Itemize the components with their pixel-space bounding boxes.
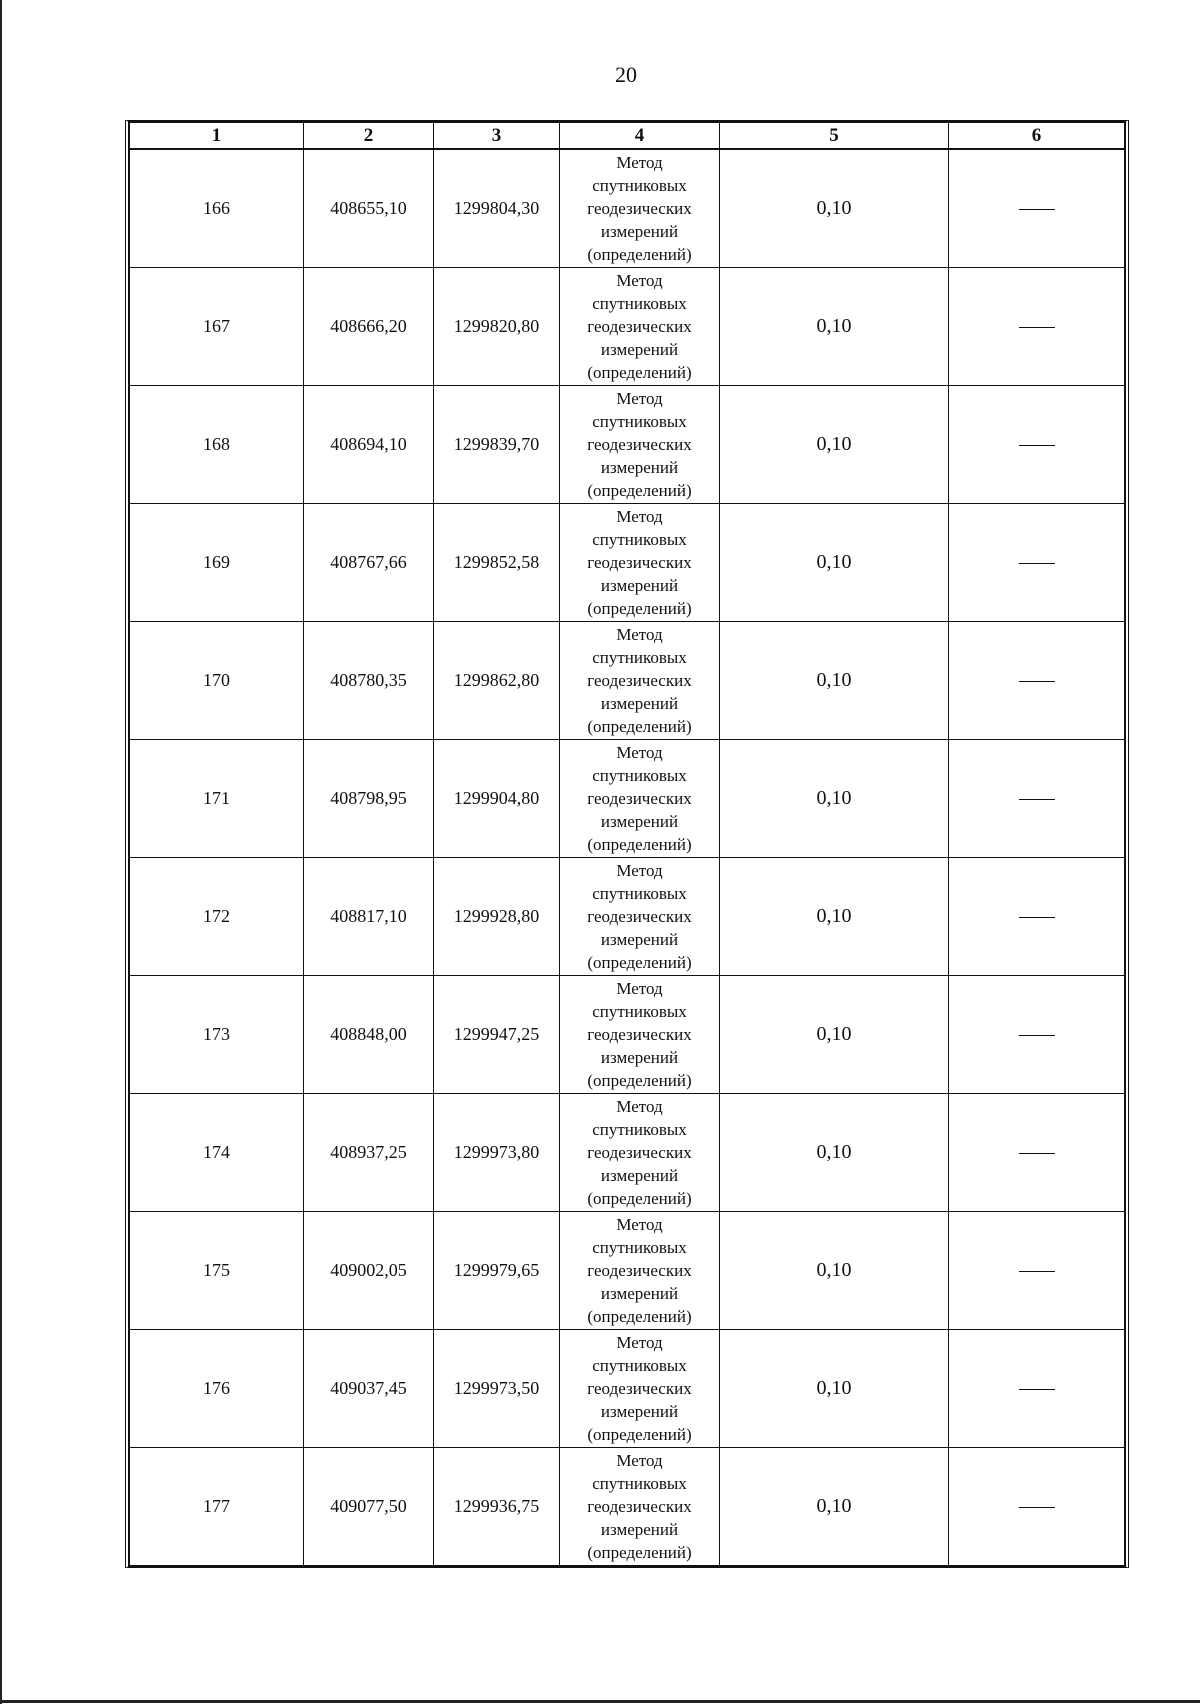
note-cell xyxy=(949,1448,1125,1566)
y-coordinate-cell: 1299928,80 xyxy=(434,858,560,976)
coordinates-table xyxy=(129,122,1125,1566)
method-cell xyxy=(560,1094,720,1212)
note-cell xyxy=(949,1330,1125,1448)
note-cell xyxy=(949,386,1125,504)
note-cell xyxy=(949,504,1125,622)
method-line: измерений xyxy=(600,1048,679,1067)
method-cell xyxy=(560,1330,720,1448)
y-coordinate-cell: 1299947,25 xyxy=(434,976,560,1094)
table-body xyxy=(130,149,1125,1566)
method-line: спутниковых xyxy=(592,884,687,903)
method-line: (определений) xyxy=(587,1543,692,1562)
y-coordinate-cell: 1299979,65 xyxy=(434,1212,560,1330)
point-number-cell: 166 xyxy=(130,149,304,268)
y-coordinate-cell: 1299904,80 xyxy=(434,740,560,858)
method-line: Метод xyxy=(616,1215,663,1234)
method-line: спутниковых xyxy=(592,530,687,549)
table-row xyxy=(130,622,1125,740)
page-number: 20 xyxy=(615,62,637,87)
x-coordinate-cell: 408848,00 xyxy=(304,976,434,1094)
method-line: (определений) xyxy=(587,481,692,500)
method-line: Метод xyxy=(616,1333,663,1352)
method-cell xyxy=(560,740,720,858)
point-number-cell: 172 xyxy=(130,858,304,976)
x-coordinate-cell: 408655,10 xyxy=(304,149,434,268)
method-line: геодезических xyxy=(587,671,692,690)
method-line: Метод xyxy=(616,625,663,644)
accuracy-cell: 0,10 xyxy=(720,740,949,858)
x-coordinate-cell: 408798,95 xyxy=(304,740,434,858)
method-line: (определений) xyxy=(587,363,692,382)
table-row xyxy=(130,976,1125,1094)
table-row xyxy=(130,504,1125,622)
note-cell xyxy=(949,149,1125,268)
point-number-cell: 177 xyxy=(130,1448,304,1566)
x-coordinate-cell: 408666,20 xyxy=(304,268,434,386)
point-number-cell: 173 xyxy=(130,976,304,1094)
method-line: спутниковых xyxy=(592,1474,687,1493)
method-line: измерений xyxy=(600,1520,679,1539)
x-coordinate-cell: 409002,05 xyxy=(304,1212,434,1330)
table-row xyxy=(130,858,1125,976)
method-line: измерений xyxy=(600,458,679,477)
method-line: (определений) xyxy=(587,599,692,618)
method-line: спутниковых xyxy=(592,176,687,195)
method-line: спутниковых xyxy=(592,294,687,313)
method-line: геодезических xyxy=(587,553,692,572)
point-number-cell: 169 xyxy=(130,504,304,622)
method-line: (определений) xyxy=(587,953,692,972)
column-header-6: 6 xyxy=(949,123,1125,150)
accuracy-cell: 0,10 xyxy=(720,1094,949,1212)
y-coordinate-cell: 1299852,58 xyxy=(434,504,560,622)
column-header-4: 4 xyxy=(560,123,720,150)
x-coordinate-cell: 409077,50 xyxy=(304,1448,434,1566)
method-cell xyxy=(560,386,720,504)
method-cell xyxy=(560,1448,720,1566)
point-number-cell: 168 xyxy=(130,386,304,504)
accuracy-cell: 0,10 xyxy=(720,268,949,386)
note-dash xyxy=(1019,563,1055,564)
point-number-cell: 170 xyxy=(130,622,304,740)
method-cell xyxy=(560,1212,720,1330)
accuracy-cell: 0,10 xyxy=(720,622,949,740)
method-line: геодезических xyxy=(587,199,692,218)
method-cell xyxy=(560,858,720,976)
accuracy-cell: 0,10 xyxy=(720,386,949,504)
note-dash xyxy=(1019,1389,1055,1390)
method-line: (определений) xyxy=(587,1189,692,1208)
method-line: спутниковых xyxy=(592,1120,687,1139)
method-line: измерений xyxy=(600,1284,679,1303)
method-line: спутниковых xyxy=(592,648,687,667)
x-coordinate-cell: 408780,35 xyxy=(304,622,434,740)
method-line: спутниковых xyxy=(592,412,687,431)
method-line: (определений) xyxy=(587,835,692,854)
table-row xyxy=(130,386,1125,504)
note-dash xyxy=(1019,327,1055,328)
note-dash xyxy=(1019,1271,1055,1272)
note-dash xyxy=(1019,1507,1055,1508)
accuracy-cell: 0,10 xyxy=(720,149,949,268)
point-number-cell: 171 xyxy=(130,740,304,858)
accuracy-cell: 0,10 xyxy=(720,504,949,622)
x-coordinate-cell: 408817,10 xyxy=(304,858,434,976)
note-cell xyxy=(949,976,1125,1094)
column-header-1: 1 xyxy=(130,123,304,150)
y-coordinate-cell: 1299973,50 xyxy=(434,1330,560,1448)
method-line: Метод xyxy=(616,271,663,290)
method-line: геодезических xyxy=(587,435,692,454)
method-line: измерений xyxy=(600,1166,679,1185)
note-cell xyxy=(949,268,1125,386)
method-line: Метод xyxy=(616,979,663,998)
method-line: спутниковых xyxy=(592,1356,687,1375)
method-line: геодезических xyxy=(587,1497,692,1516)
note-dash xyxy=(1019,681,1055,682)
point-number-cell: 174 xyxy=(130,1094,304,1212)
method-line: измерений xyxy=(600,1402,679,1421)
method-line: спутниковых xyxy=(592,766,687,785)
method-line: (определений) xyxy=(587,717,692,736)
x-coordinate-cell: 409037,45 xyxy=(304,1330,434,1448)
method-line: измерений xyxy=(600,340,679,359)
table-row xyxy=(130,740,1125,858)
note-cell xyxy=(949,858,1125,976)
method-line: Метод xyxy=(616,507,663,526)
header-row xyxy=(130,123,1125,150)
x-coordinate-cell: 408937,25 xyxy=(304,1094,434,1212)
scan-edge-bottom xyxy=(0,1700,1200,1703)
table-row xyxy=(130,1330,1125,1448)
note-dash xyxy=(1019,445,1055,446)
accuracy-cell: 0,10 xyxy=(720,976,949,1094)
note-dash xyxy=(1019,917,1055,918)
method-line: Метод xyxy=(616,1097,663,1116)
method-line: (определений) xyxy=(587,1071,692,1090)
note-cell xyxy=(949,622,1125,740)
column-header-3: 3 xyxy=(434,123,560,150)
note-dash xyxy=(1019,1035,1055,1036)
y-coordinate-cell: 1299936,75 xyxy=(434,1448,560,1566)
table-row xyxy=(130,268,1125,386)
method-line: Метод xyxy=(616,153,663,172)
column-header-5: 5 xyxy=(720,123,949,150)
note-cell xyxy=(949,1094,1125,1212)
method-line: измерений xyxy=(600,576,679,595)
method-line: геодезических xyxy=(587,317,692,336)
method-line: измерений xyxy=(600,930,679,949)
coordinates-table-frame xyxy=(125,120,1129,1568)
x-coordinate-cell: 408694,10 xyxy=(304,386,434,504)
method-line: Метод xyxy=(616,389,663,408)
table-row xyxy=(130,1448,1125,1566)
method-cell xyxy=(560,622,720,740)
method-line: Метод xyxy=(616,743,663,762)
method-line: геодезических xyxy=(587,1025,692,1044)
y-coordinate-cell: 1299862,80 xyxy=(434,622,560,740)
method-line: геодезических xyxy=(587,1379,692,1398)
note-dash xyxy=(1019,799,1055,800)
method-line: геодезических xyxy=(587,789,692,808)
method-cell xyxy=(560,504,720,622)
method-line: измерений xyxy=(600,694,679,713)
note-dash xyxy=(1019,1153,1055,1154)
method-cell xyxy=(560,976,720,1094)
method-line: измерений xyxy=(600,222,679,241)
method-line: геодезических xyxy=(587,907,692,926)
method-cell xyxy=(560,149,720,268)
y-coordinate-cell: 1299820,80 xyxy=(434,268,560,386)
table-header xyxy=(130,123,1125,150)
accuracy-cell: 0,10 xyxy=(720,1212,949,1330)
method-line: спутниковых xyxy=(592,1238,687,1257)
accuracy-cell: 0,10 xyxy=(720,1448,949,1566)
x-coordinate-cell: 408767,66 xyxy=(304,504,434,622)
method-cell xyxy=(560,268,720,386)
y-coordinate-cell: 1299839,70 xyxy=(434,386,560,504)
note-cell xyxy=(949,1212,1125,1330)
scan-edge-left xyxy=(0,0,2,1704)
note-cell xyxy=(949,740,1125,858)
accuracy-cell: 0,10 xyxy=(720,858,949,976)
y-coordinate-cell: 1299973,80 xyxy=(434,1094,560,1212)
method-line: (определений) xyxy=(587,1307,692,1326)
method-line: Метод xyxy=(616,861,663,880)
method-line: измерений xyxy=(600,812,679,831)
note-dash xyxy=(1019,209,1055,210)
method-line: (определений) xyxy=(587,1425,692,1444)
accuracy-cell: 0,10 xyxy=(720,1330,949,1448)
table-row xyxy=(130,1094,1125,1212)
method-line: (определений) xyxy=(587,245,692,264)
column-header-2: 2 xyxy=(304,123,434,150)
table-row xyxy=(130,149,1125,268)
method-line: геодезических xyxy=(587,1143,692,1162)
table-row xyxy=(130,1212,1125,1330)
point-number-cell: 175 xyxy=(130,1212,304,1330)
method-line: Метод xyxy=(616,1451,663,1470)
point-number-cell: 167 xyxy=(130,268,304,386)
method-line: спутниковых xyxy=(592,1002,687,1021)
point-number-cell: 176 xyxy=(130,1330,304,1448)
method-line: геодезических xyxy=(587,1261,692,1280)
y-coordinate-cell: 1299804,30 xyxy=(434,149,560,268)
